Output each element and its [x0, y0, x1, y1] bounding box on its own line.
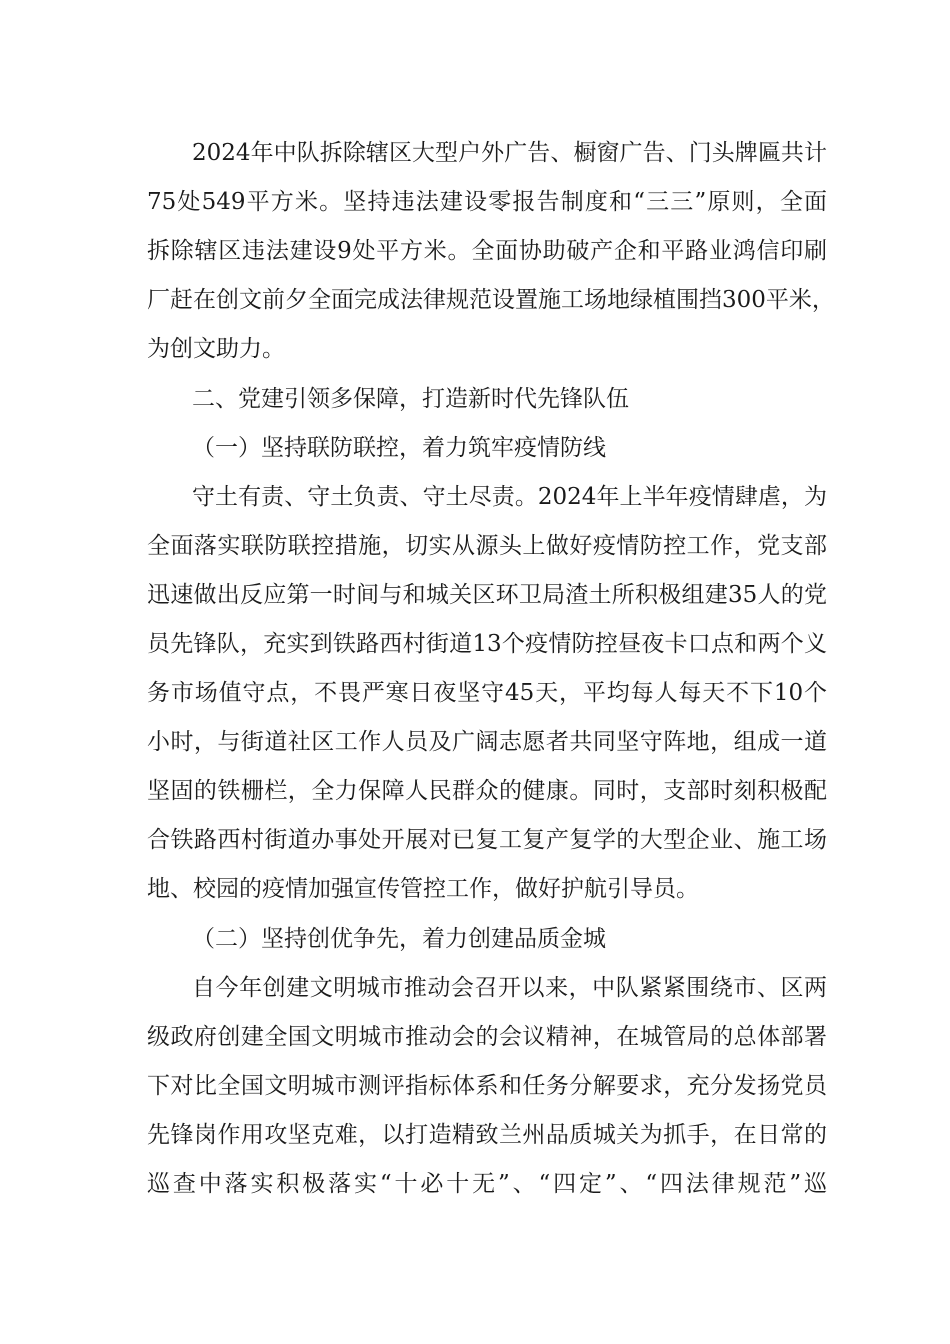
- paragraph-line: 合铁路西村街道办事处开展对已复工复产复学的大型企业、施工场: [147, 827, 827, 853]
- paragraph-line: 地、校园的疫情加强宣传管控工作，做好护航引导员。: [147, 876, 699, 902]
- paragraph-line: 务市场值守点，不畏严寒日夜坚守45天，平均每人每天不下10个: [147, 680, 827, 706]
- paragraph-line: 全面落实联防联控措施，切实从源头上做好疫情防控工作，党支部: [147, 533, 827, 559]
- paragraph-line: 厂赶在创文前夕全面完成法律规范设置施工场地绿植围挡300平米，: [147, 287, 835, 313]
- paragraph-line: 巡查中落实积极落实“十必十无”、“四定”、“四法律规范”巡: [147, 1171, 827, 1197]
- paragraph-line: 下对比全国文明城市测评指标体系和任务分解要求，充分发扬党员: [147, 1073, 827, 1099]
- paragraph-line: 为创文助力。: [147, 336, 285, 362]
- section-heading: 二、党建引领多保障，打造新时代先锋队伍: [192, 386, 629, 412]
- paragraph-line: 自今年创建文明城市推动会召开以来，中队紧紧围绕市、区两: [192, 975, 827, 1001]
- paragraph-line: 2024年中队拆除辖区大型户外广告、橱窗广告、门头牌匾共计: [192, 140, 827, 166]
- paragraph-line: 级政府创建全国文明城市推动会的会议精神，在城管局的总体部署: [147, 1024, 827, 1050]
- paragraph-line: 拆除辖区违法建设9处平方米。全面协助破产企和平路业鸿信印刷: [147, 238, 827, 264]
- paragraph-line: 先锋岗作用攻坚克难，以打造精致兰州品质城关为抓手，在日常的: [147, 1122, 827, 1148]
- paragraph-line: 员先锋队，充实到铁路西村街道13个疫情防控昼夜卡口点和两个义: [147, 631, 827, 657]
- paragraph-line: 坚固的铁栅栏，全力保障人民群众的健康。同时，支部时刻积极配: [147, 778, 827, 804]
- paragraph-line: 迅速做出反应第一时间与和城关区环卫局渣土所积极组建35人的党: [147, 582, 827, 608]
- paragraph-line: 守土有责、守土负责、守土尽责。2024年上半年疫情肆虐，为: [192, 484, 827, 510]
- subsection-heading: （一）坚持联防联控，着力筑牢疫情防线: [192, 435, 606, 461]
- paragraph-line: 小时，与街道社区工作人员及广阔志愿者共同坚守阵地，组成一道: [147, 729, 827, 755]
- subsection-heading: （二）坚持创优争先，着力创建品质金城: [192, 926, 606, 952]
- paragraph-line: 75处549平方米。坚持违法建设零报告制度和“三三”原则，全面: [147, 189, 827, 215]
